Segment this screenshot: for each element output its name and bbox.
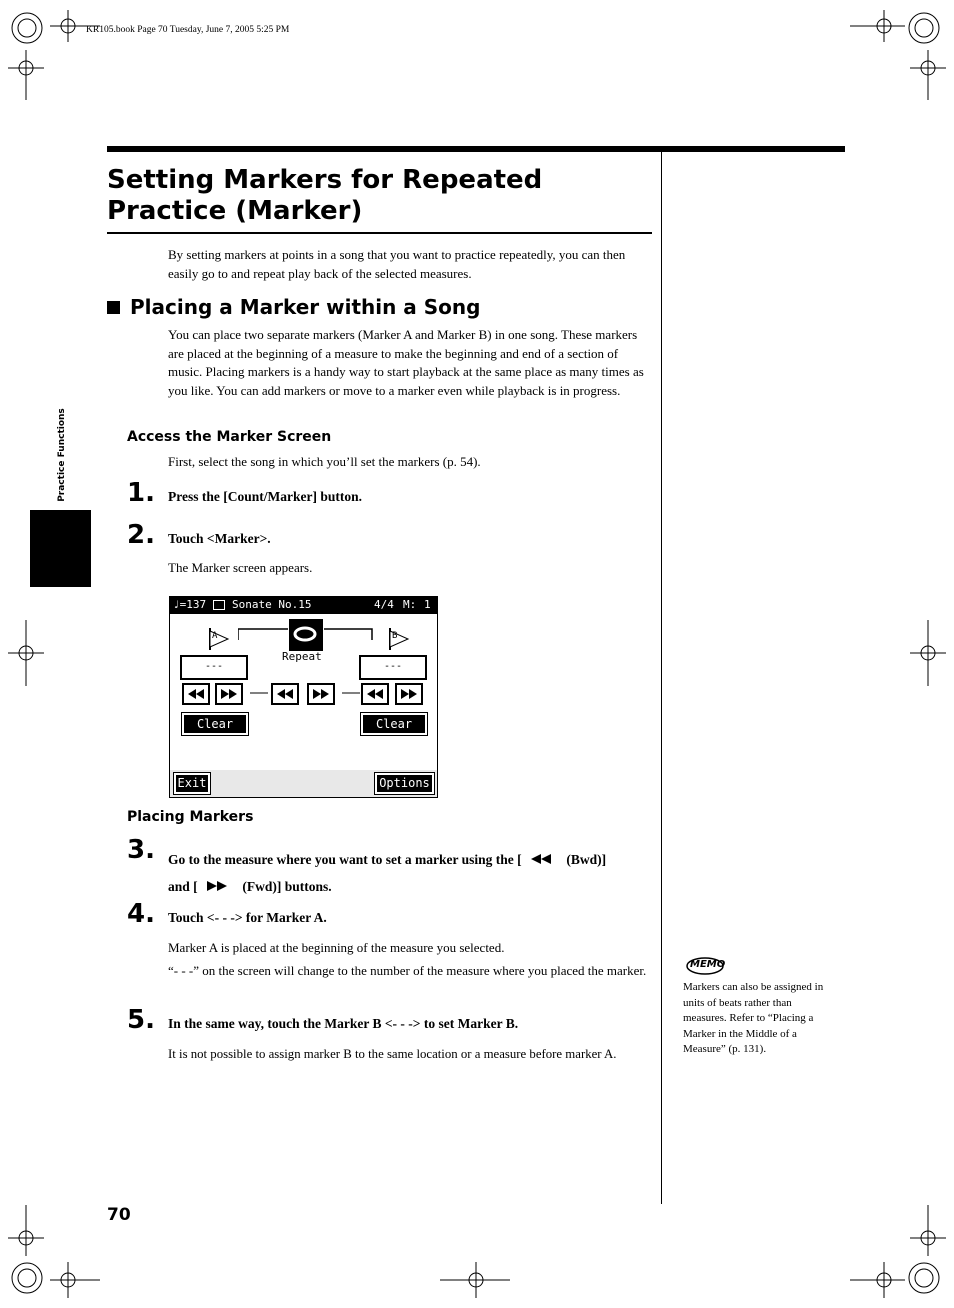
intro-text: By setting markers at points in a song that you want to practice repeatedly, you can then easily go to and repeat play back of the selected measures. bbox=[168, 247, 626, 281]
options-button[interactable]: Options bbox=[375, 773, 434, 794]
step-3-text bbox=[168, 846, 648, 900]
screen-status-bar bbox=[170, 597, 437, 614]
marker-b-letter: B bbox=[392, 631, 398, 641]
meter-readout: 4/4 bbox=[374, 598, 394, 611]
side-tab-label: Practice Functions bbox=[57, 408, 67, 502]
marker-b-fwd-button[interactable] bbox=[395, 683, 423, 705]
step-2-note: The Marker screen appears. bbox=[168, 560, 313, 575]
step-5-text: In the same way, touch the Marker B <- - -> to set Marker B. bbox=[168, 1016, 519, 1031]
page-title: Setting Markers for Repeated Practice (Marker) bbox=[107, 165, 543, 226]
marker-a-fwd-button[interactable] bbox=[215, 683, 243, 705]
section-text: You can place two separate markers (Marker A and Marker B) in one song. These markers are placed at the beginning of a measure to make the beginning and end of a section of music. Placing markers is a handy way to start playback at the same place as many times as you like. You can add markers or move to a marker even while playback is in progress. bbox=[168, 327, 644, 398]
tempo-readout: ♩=137 bbox=[173, 598, 207, 611]
measure-label: M: bbox=[403, 598, 417, 611]
repeat-label: Repeat bbox=[282, 650, 322, 663]
measure-bwd-button[interactable] bbox=[271, 683, 299, 705]
marker-a-field[interactable]: --- bbox=[180, 655, 248, 680]
marker-a-bwd-button[interactable] bbox=[182, 683, 210, 705]
marker-b-field[interactable]: --- bbox=[359, 655, 427, 680]
clear-marker-a-button[interactable]: Clear bbox=[182, 713, 248, 735]
step-1-number: 1. bbox=[127, 478, 155, 508]
marker-a-letter: A bbox=[212, 631, 218, 641]
section-heading-text: Placing a Marker within a Song bbox=[130, 295, 481, 319]
memo-icon bbox=[686, 956, 726, 981]
step-3-text-d: (Fwd)] buttons. bbox=[242, 879, 332, 894]
step-5-note: It is not possible to assign marker B to the same location or a measure before marker A. bbox=[168, 1047, 617, 1061]
step-4-number: 4. bbox=[127, 899, 155, 929]
marker-b-flag-icon bbox=[388, 628, 406, 648]
step-2-number: 2. bbox=[127, 520, 155, 550]
marker-a-flag-icon bbox=[208, 628, 226, 648]
step-3-number: 3. bbox=[127, 835, 155, 865]
placing-heading: Placing Markers bbox=[127, 809, 254, 825]
step-5-number: 5. bbox=[127, 1005, 155, 1035]
measure-fwd-button[interactable] bbox=[307, 683, 335, 705]
step-4-note-1: Marker A is placed at the beginning of the measure you selected. bbox=[168, 940, 505, 955]
connector-lines bbox=[250, 692, 360, 694]
section-heading bbox=[107, 295, 480, 319]
square-bullet-icon bbox=[107, 301, 120, 314]
exit-button[interactable]: Exit bbox=[174, 773, 210, 794]
marker-b-bwd-button[interactable] bbox=[361, 683, 389, 705]
top-rule bbox=[107, 146, 845, 152]
step-1-text: Press the [Count/Marker] button. bbox=[168, 489, 362, 504]
step-4-note-2: “- - -” on the screen will change to the number of the measure where you placed the marker. bbox=[168, 963, 647, 978]
access-heading: Access the Marker Screen bbox=[127, 429, 332, 445]
step-4-text: Touch <- - -> for Marker A. bbox=[168, 910, 327, 925]
side-tab bbox=[30, 510, 91, 587]
marker-screen bbox=[169, 596, 438, 798]
song-name: Sonate No.15 bbox=[232, 598, 312, 611]
column-divider bbox=[661, 152, 662, 1204]
clear-marker-b-button[interactable]: Clear bbox=[361, 713, 427, 735]
step-2-text: Touch <Marker>. bbox=[168, 531, 271, 546]
song-book-icon bbox=[213, 600, 225, 610]
step-3-text-c: and [ bbox=[168, 879, 198, 894]
title-rule bbox=[107, 232, 652, 234]
memo-label: MEMO bbox=[690, 959, 726, 970]
fwd-icon bbox=[207, 881, 233, 891]
measure-readout: 1 bbox=[424, 598, 431, 611]
repeat-toggle[interactable] bbox=[289, 619, 323, 651]
page-number: 70 bbox=[107, 1205, 131, 1225]
access-text: First, select the song in which you’ll set the markers (p. 54). bbox=[168, 454, 481, 469]
step-3-text-b: (Bwd)] bbox=[566, 852, 607, 867]
step-3-text-a: Go to the measure where you want to set a marker using the [ bbox=[168, 852, 522, 867]
print-header: KR105.book Page 70 Tuesday, June 7, 2005 5:25 PM bbox=[86, 25, 290, 35]
memo-text: Markers can also be assigned in units of beats rather than measures. Refer to “Placing a Marker in the Middle of a Measure” (p. 131). bbox=[683, 981, 824, 1056]
bwd-icon bbox=[531, 854, 557, 864]
